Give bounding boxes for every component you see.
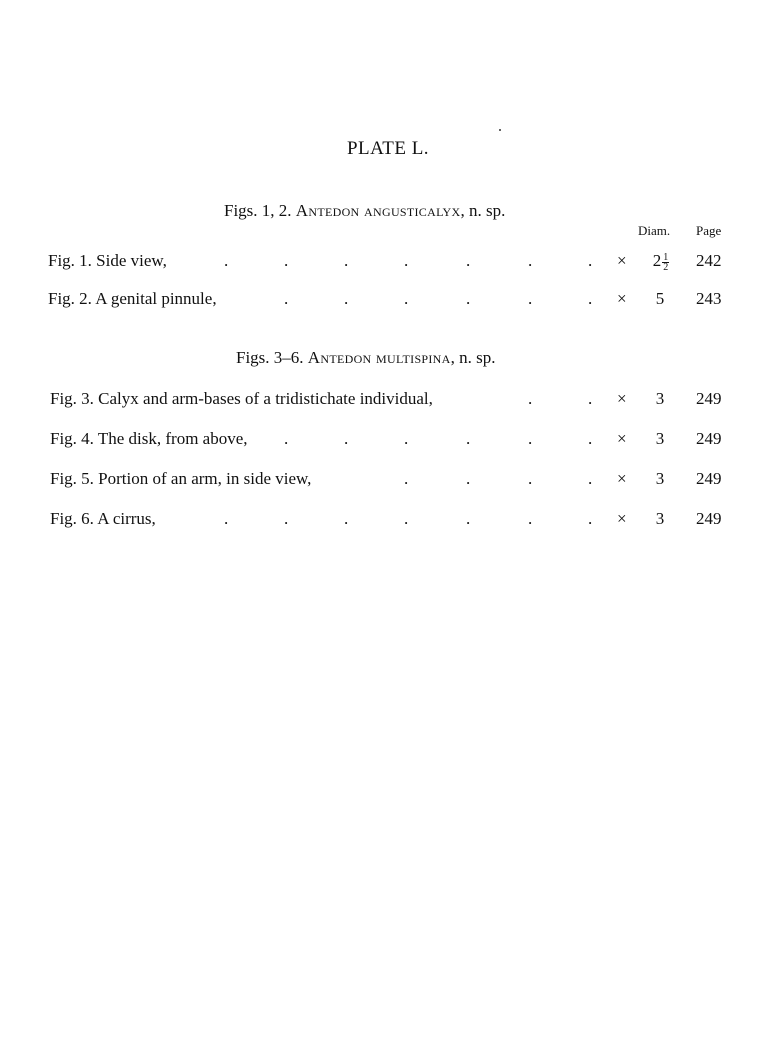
- figure-row: Fig. 2. A genital pinnule, . . . . . . × 5 243: [48, 289, 722, 308]
- section-heading-2: [236, 348, 496, 368]
- times-sign: ×: [617, 251, 627, 270]
- diam-value: 3: [655, 389, 665, 408]
- page-number: 243: [696, 289, 722, 308]
- section-figs-label: Figs. 3–6.: [236, 348, 304, 367]
- figure-row: Fig. 1. Side view, . . . . . . . × 2 $\frac{1}{2}$ 242: [48, 251, 722, 273]
- diam-column-header: Diam.: [638, 223, 671, 238]
- figure-row: Fig. 5. Portion of an arm, in side view, . . . . × 3 249: [50, 469, 722, 488]
- species-suffix: , n. sp.: [450, 348, 496, 367]
- times-sign: ×: [617, 389, 627, 408]
- page-number: 249: [696, 469, 722, 488]
- species-name: Antedon angusticalyx: [295, 201, 461, 220]
- section-heading-1: [224, 201, 505, 221]
- figure-row: Fig. 3. Calyx and arm-bases of a tridistichate individual, . . × 3 249: [50, 389, 722, 408]
- diam-value: 5: [655, 289, 665, 308]
- figure-label: Fig. 6. A cirrus,: [50, 509, 156, 528]
- times-sign: ×: [617, 509, 627, 528]
- diam-value: 2 $\frac{1}{2}$: [652, 251, 669, 273]
- fraction: $\frac{1}{2}$: [663, 251, 669, 273]
- page-number: 242: [696, 251, 722, 270]
- diam-value: 3: [655, 429, 665, 448]
- times-sign: ×: [617, 469, 627, 488]
- section-figs-label: Figs. 1, 2.: [224, 201, 292, 220]
- page-number: 249: [696, 389, 722, 408]
- figure-row: Fig. 6. A cirrus, . . . . . . . × 3 249: [50, 509, 722, 528]
- species-name: Antedon multispina: [307, 348, 451, 367]
- print-speck: [499, 129, 501, 131]
- figure-row: Fig. 4. The disk, from above, . . . . . . × 3 249: [50, 429, 722, 448]
- plate-title: PLATE L.: [346, 138, 430, 159]
- page-number: 249: [696, 509, 722, 528]
- page-number: 249: [696, 429, 722, 448]
- diam-value: 3: [655, 469, 665, 488]
- diam-value: 3: [655, 509, 665, 528]
- figure-label: Fig. 3. Calyx and arm-bases of a tridistichate individual,: [50, 389, 433, 408]
- page-column-header: Page: [696, 223, 722, 238]
- figure-label: Fig. 1. Side view,: [48, 251, 167, 270]
- times-sign: ×: [617, 429, 627, 448]
- figure-label: Fig. 5. Portion of an arm, in side view,: [50, 469, 312, 488]
- figure-label: Fig. 2. A genital pinnule,: [48, 289, 217, 308]
- figure-label: Fig. 4. The disk, from above,: [50, 429, 248, 448]
- species-suffix: , n. sp.: [460, 201, 506, 220]
- times-sign: ×: [617, 289, 627, 308]
